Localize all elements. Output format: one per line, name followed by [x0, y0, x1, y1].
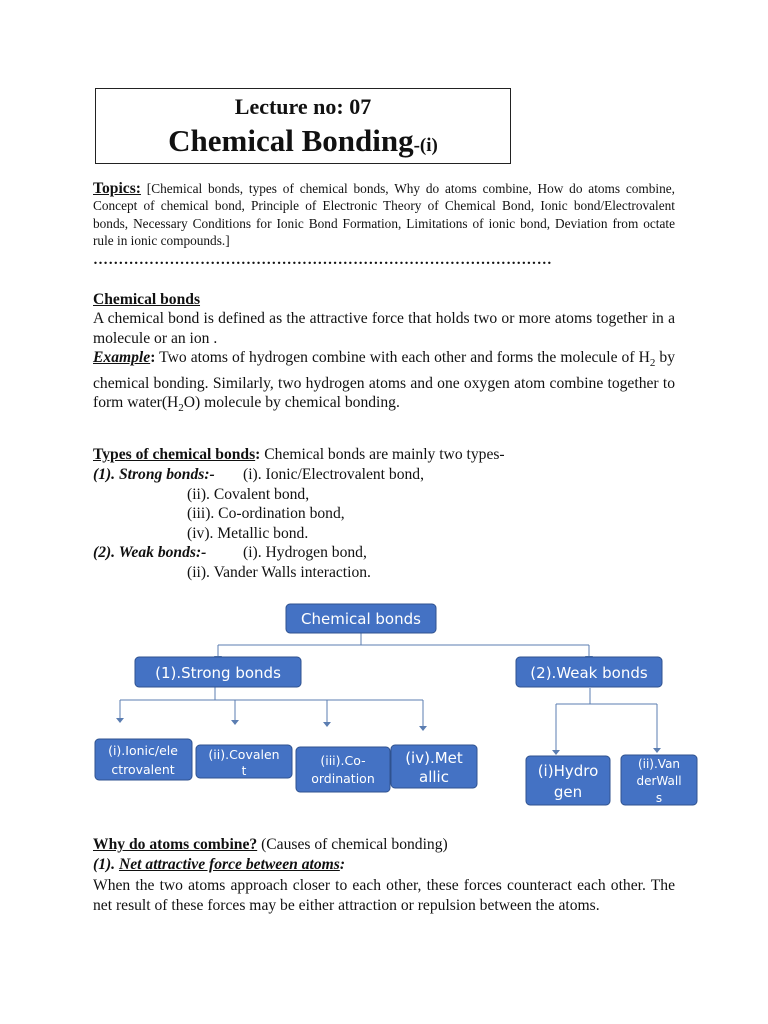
strong-item-3: (iii). Co-ordination bond,: [187, 505, 345, 522]
chemical-bonds-heading-text: Chemical bonds: [93, 291, 201, 308]
types-heading: Types of chemical bonds: [93, 446, 256, 463]
net-force-heading: [93, 856, 345, 874]
title-box: [95, 88, 511, 164]
node-vanderwalls-line-2: derWall: [636, 774, 682, 788]
h2-subscript: 2: [649, 357, 656, 370]
chemical-bonds-definition: A chemical bond is defined as the attractive force that holds two or more atoms together in a molecule or an ion .: [93, 310, 675, 347]
node-covalent-line-1: (ii).Covalen: [208, 747, 280, 762]
h2o-subscript: 2: [178, 402, 184, 415]
title-main: Chemical Bonding: [168, 123, 414, 158]
example-text-1: Two atoms of hydrogen combine with each other and forms the molecule of H: [155, 349, 650, 366]
lecture-number: Lecture no: 07: [234, 94, 372, 119]
chemical-bonds-heading: [93, 290, 675, 310]
weak-item-1: (i). Hydrogen bond,: [243, 544, 367, 561]
topics-text: [Chemical bonds, types of chemical bonds, Why do atoms combine, How do atoms combine, Concept of chemical bond, Principle of Electronic Theory of Chemical Bond, Ionic bond/Electrovalent bonds, Necessary Conditions for Ionic Bond Formation, Limitations of ionic bond, Deviation from octate rule in ionic compounds.]: [93, 181, 675, 249]
types-intro: Chemical bonds are mainly two types-: [260, 446, 505, 463]
node-strong-bonds-label: (1).Strong bonds: [155, 664, 281, 682]
node-coordination-line-1: (iii).Co-: [320, 753, 366, 768]
example-label: Example: [93, 349, 151, 366]
diagram-connectors: [120, 633, 657, 752]
node-vanderwalls-line-3: s: [655, 791, 663, 805]
bond-types-diagram: [0, 590, 768, 820]
dotted-divider: ………………………………………………………………………………: [93, 252, 552, 268]
example-text-2: by chemical bonding. Similarly, two hydrogen atoms and one oxygen atom combine together to form water(H: [93, 349, 675, 412]
strong-item-1: (i). Ionic/Electrovalent bond,: [243, 466, 424, 483]
title-suffix: -(i): [413, 135, 438, 156]
node-strong-bonds: [135, 657, 301, 687]
types-heading-line: [93, 446, 505, 464]
node-hydrogen-line-2: gen: [553, 783, 583, 801]
net-force-colon: :: [339, 856, 346, 873]
strong-item-4: (iv). Metallic bond.: [187, 525, 309, 542]
example-paragraph: [93, 348, 675, 419]
node-weak-bonds-label: (2).Weak bonds: [530, 664, 648, 682]
weak-bonds-label: (2). Weak bonds:-: [93, 544, 207, 561]
node-coordination-line-2: ordination: [311, 771, 375, 786]
node-ionic: [95, 739, 192, 780]
node-metallic-line-1: (iv).Met: [405, 749, 463, 767]
node-weak-bonds: [516, 657, 662, 687]
types-colon: :: [255, 446, 261, 463]
strong-item-2: (ii). Covalent bond,: [187, 486, 310, 503]
node-hydrogen-line-1: (i)Hydro: [537, 762, 599, 780]
topics-label: Topics:: [93, 180, 141, 197]
net-force-number: (1).: [93, 856, 119, 873]
node-vanderwalls: [621, 755, 697, 805]
net-force-paragraph: When the two atoms approach closer to each other, these forces counteract each other. The net result of these forces may be either attraction or repulsion between the atoms.: [93, 877, 675, 914]
strong-bonds-label: (1). Strong bonds:-: [93, 466, 215, 483]
net-force-title: Net attractive force between atoms: [118, 856, 340, 873]
node-metallic: [391, 745, 477, 788]
node-ionic-line-1: (i).Ionic/ele: [108, 743, 178, 758]
page-title: [96, 123, 510, 159]
node-chemical-bonds: [286, 604, 436, 633]
example-colon: :: [150, 349, 156, 366]
node-chemical-bonds-label: Chemical bonds: [301, 610, 421, 628]
node-coordination: [296, 747, 390, 792]
why-heading: Why do atoms combine?: [93, 836, 258, 853]
node-ionic-line-2: ctrovalent: [111, 762, 175, 777]
why-heading-line: [93, 836, 448, 854]
example-text-3: O) molecule by chemical bonding.: [183, 394, 400, 412]
node-covalent: [196, 745, 292, 778]
node-covalent-line-2: t: [241, 764, 247, 778]
node-hydrogen: [526, 756, 610, 805]
node-vanderwalls-line-1: (ii).Van: [637, 757, 681, 771]
topics-paragraph: [93, 180, 675, 250]
weak-item-2: (ii). Vander Walls interaction.: [187, 564, 371, 581]
node-metallic-line-2: allic: [419, 768, 449, 786]
why-heading-note: (Causes of chemical bonding): [257, 836, 448, 853]
